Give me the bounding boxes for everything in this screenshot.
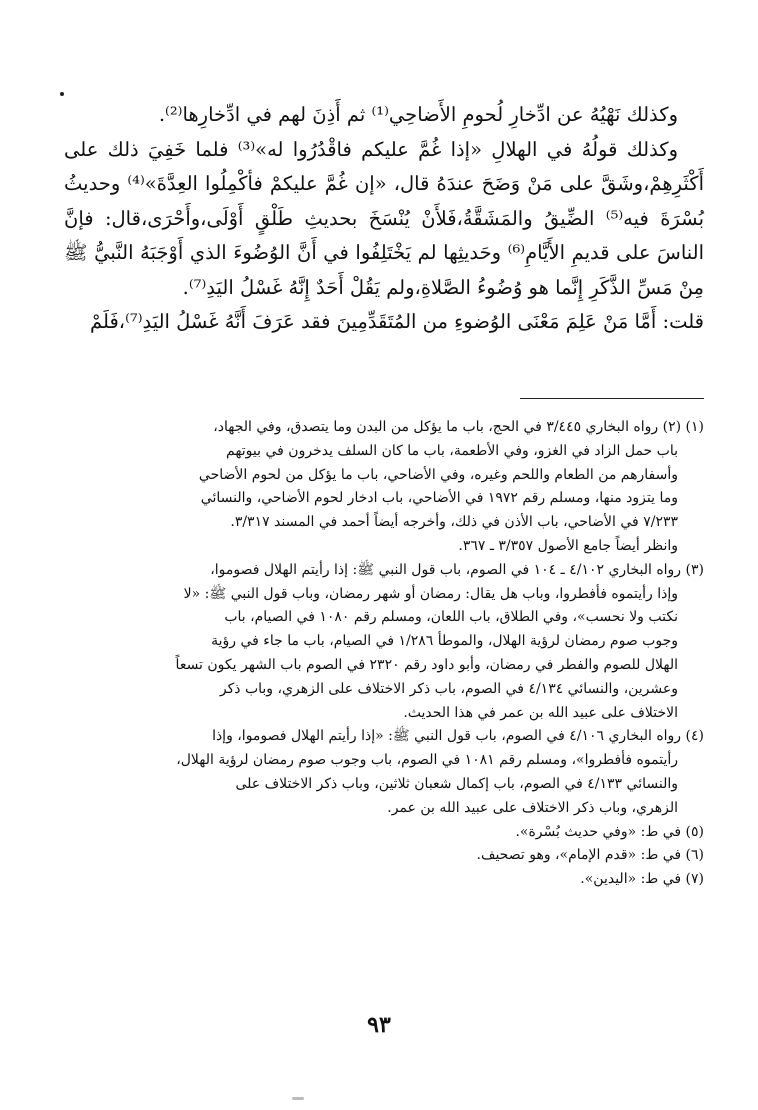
footnote (64, 844, 704, 868)
footnote-line: باب حمل الزاد في الغزو، وفي الأطعمة، باب ما كان السلف يدخرون في بيوتهم (226, 442, 678, 459)
footnote-marker: (٦) (685, 847, 704, 864)
footnote-line: وما يتزود منها، ومسلم رقم ١٩٧٢ في الأضاحي، باب ادخار لحوم الأضاحي، والنسائي (200, 490, 678, 507)
paragraph-1: وكذلك نَهْيُهُ عن ادِّخارِ لُحومِ الأَضاحِي⁽¹⁾ ثم أَذِنَ لهم في ادِّخارِها⁽²⁾. (158, 103, 678, 126)
footnote-line: ٧/٢٣٣ في الأضاحي، باب الأذن في ذلك، وأخرجه أيضاً أحمد في المسند ٣/٣١٧. (230, 514, 678, 531)
footnote-line: الزهري، وباب ذكر الاختلاف على عبيد الله بن عمر. (387, 799, 678, 816)
footnote-marker: (٥) (685, 823, 704, 840)
footnote-line: في ط: «اليدين». (580, 871, 682, 888)
footnote-line: رواه البخاري ٤/١٠٢ ـ ١٠٤ في الصوم، باب قول النبي ﷺ: إذا رأيتم الهلال فصوموا، (210, 561, 682, 578)
footnote-marker: (١) (٢) (662, 419, 704, 435)
page-number: ٩٣ (367, 1012, 391, 1038)
footnote (64, 868, 704, 892)
footnote (64, 559, 704, 726)
footnote-separator (520, 398, 704, 399)
footnote-marker: (٣) (685, 561, 704, 578)
footnote-line: والنسائي ٤/١٣٣ في الصوم، باب إكمال شعبان ثلاثين، وباب ذكر الاختلاف على (235, 775, 678, 792)
footnote-marker: (٤) (685, 728, 704, 745)
footnote (64, 821, 704, 845)
footnote-line: رواه البخاري ٣/٤٤٥ في الحج، باب ما يؤكل من البدن وما يتصدق، وفي الجهاد، (213, 419, 659, 435)
paragraph-3: قلت: أَمَّا مَنْ عَلِمَ مَعْنَى الوُضوءِ من المُتَقَدِّمِينَ فقد عَرَفَ أَنَّهُ غَسْلُ اليَدِ⁽⁷⁾،فَلَمْ (90, 310, 704, 333)
scan-speck (292, 1097, 304, 1100)
footnotes (64, 416, 704, 892)
main-text (64, 98, 704, 340)
footnote-line: رواه البخاري ٤/١٠٦ في الصوم، باب قول النبي ﷺ: «إذا رأيتم الهلال فصوموا، وإذا (212, 728, 682, 745)
footnote-line: الهلال للصوم والفطر في رمضان، وأبو داود رقم ٢٣٢٠ في الصوم باب الشهر يكون تسعاً (175, 656, 678, 673)
footnote-line: في ط: «وفي حديث بُسْرة». (515, 823, 682, 840)
footnote (64, 725, 704, 820)
footnote (64, 416, 704, 559)
footnote-line: وانظر أيضاً جامع الأصول ٣/٣٥٧ ـ ٣٦٧. (458, 537, 678, 554)
footnote-line: الاختلاف على عبيد الله بن عمر في هذا الحديث. (403, 704, 678, 721)
footnote-line: وعشرين، والنسائي ٤/١٣٤ في الصوم، باب ذكر الاختلاف على الزهري، وباب ذكر (219, 680, 678, 697)
footnote-line: وجوب صوم رمضان لرؤية الهلال، والموطأ ١/٢٨٦ في الصيام، باب ما جاء في رؤية (211, 633, 678, 650)
paragraph-2: وكذلك قولُهُ في الهلالِ «إذا غُمَّ عليكم فاقْدُرُوا له»⁽³⁾ فلما خَفِيَ ذلك على أَكْثَرِهِمْ،وشَقَّ على مَنْ وَضَحَ عندَهُ قال، «إن غُمَّ عليكمْ فأكْمِلُوا العِدَّةَ»⁽⁴⁾ وحديثُ بُسْرَةَ فيه⁽⁵⁾ الضِّيقُ والمَشَقَّةُ،فَلأَنْ يُنْسَخَ بحديثِ طَلْقٍ أَوْلَى،وأَحْرَى،قال: فإنَّ الناسَ على قديمِ الأَيَّامِ⁽⁶⁾ وحَديثِها لم يَخْتَلِفُوا في أَنَّ الوُضُوءَ الذي أَوْجَبَهُ النَّبيُّ ﷺ مِنْ مَسِّ الذَّكَرِ إِنَّما هو وُضُوءُ الصَّلاةِ،ولم يَقُلْ أَحَدٌ إِنَّهُ غَسْلُ اليَدِ⁽⁷⁾. (64, 137, 705, 299)
footnote-line: وإذا رأيتموه فأفطروا، وباب هل يقال: رمضان أو شهر رمضان، وباب قول النبي ﷺ: «لا (183, 585, 678, 602)
footnote-line: رأيتموه فأفطروا»، ومسلم رقم ١٠٨١ في الصوم، باب وجوب صوم رمضان لرؤية الهلال، (176, 752, 678, 769)
page-dot-mark (60, 92, 64, 96)
footnote-marker: (٧) (685, 871, 704, 888)
footnote-line: في ط: «قدم الإمام»، وهو تصحيف. (476, 847, 682, 864)
footnote-line: وأسفارهم من الطعام واللحم وغيره، وفي الأضاحي، باب ما يؤكل من لحوم الأضاحي (198, 466, 678, 483)
footnote-line: نكتب ولا نحسب»، وفي الطلاق، باب اللعان، ومسلم رقم ١٠٨٠ في الصيام، باب (224, 609, 678, 626)
